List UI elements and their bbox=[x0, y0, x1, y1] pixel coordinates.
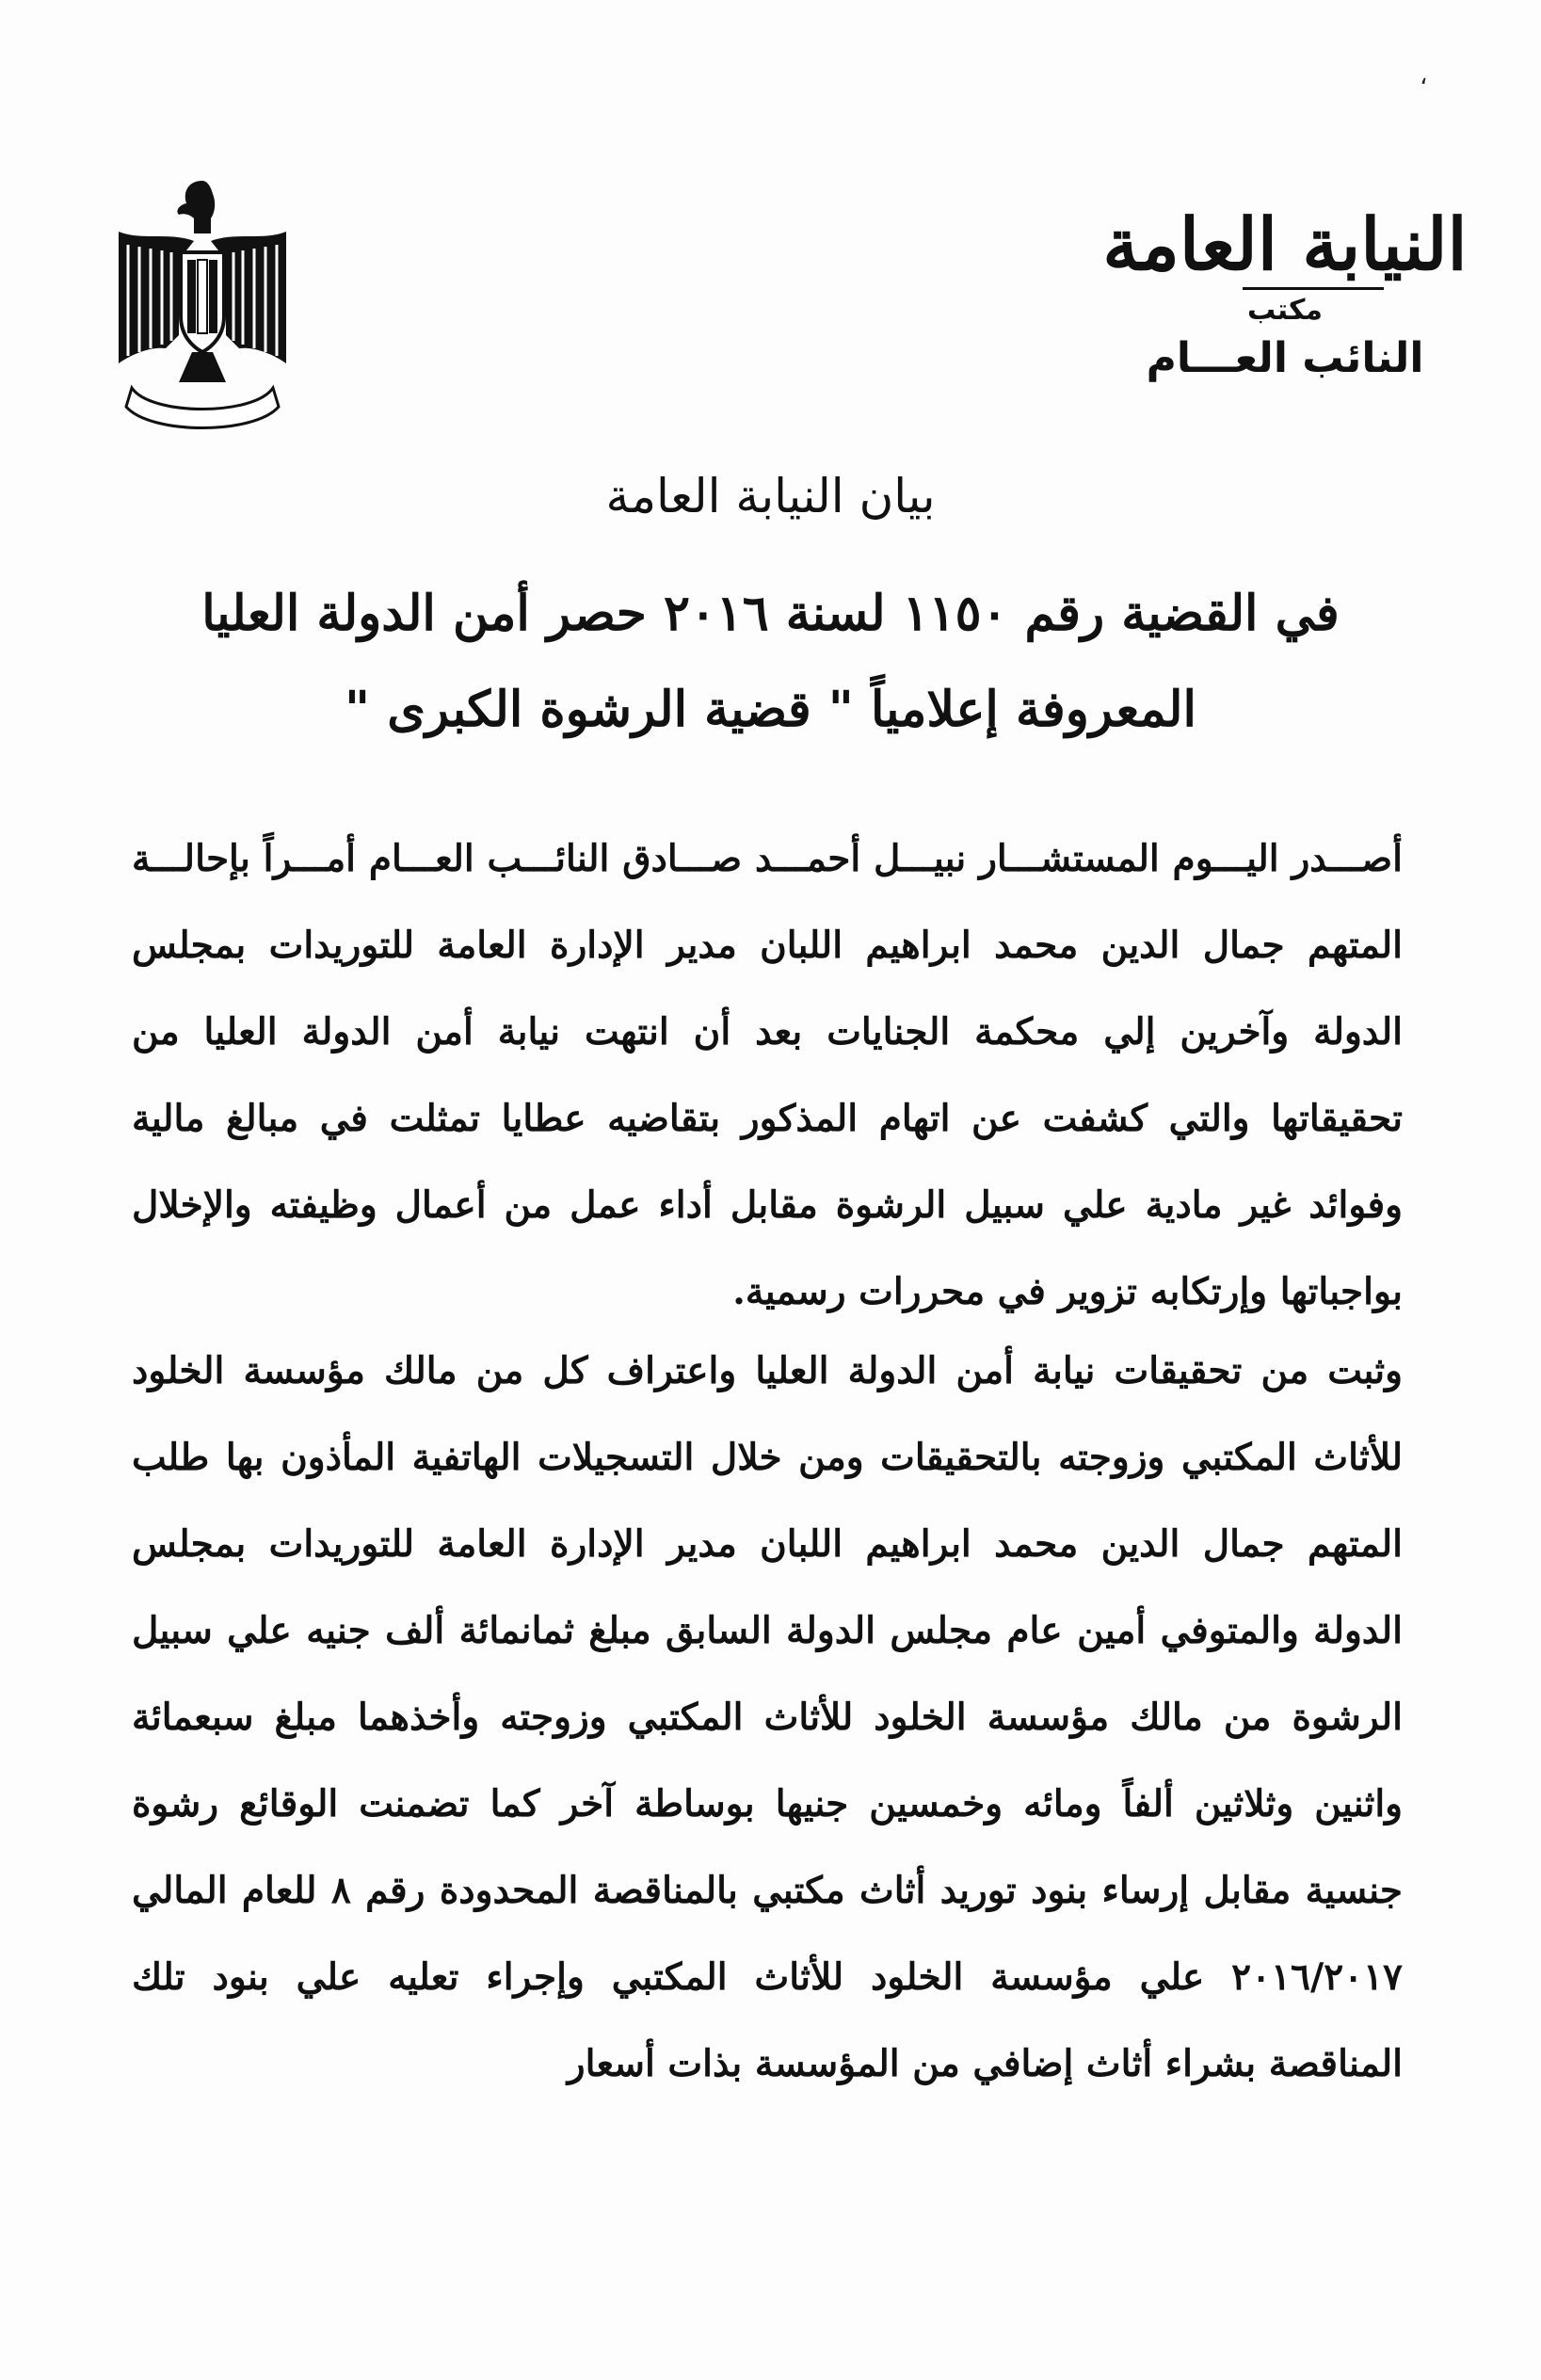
office-divider bbox=[1243, 287, 1384, 290]
office-title: النائب العـــام bbox=[1146, 334, 1424, 382]
eagle-emblem-icon bbox=[113, 175, 292, 431]
office-header bbox=[1101, 202, 1469, 428]
case-number-line: في القضية رقم ١١٥٠ لسنة ٢٠١٦ حصر أمن الدولة العليا bbox=[201, 585, 1340, 642]
statement-title: بيان النيابة العامة bbox=[605, 469, 936, 523]
office-label: مكتب bbox=[1246, 294, 1324, 327]
case-name-line: المعروفة إعلامياً " قضية الرشوة الكبرى " bbox=[345, 681, 1196, 738]
body-paragraph-1: أصـــدر اليـــوم المستشـــار نبيـــل أحمـــد صـــادق النائـــب العـــام أمـــراً بإحالـــة المتهم جمال الدين محمد ابراهيم اللبان مدير الإدارة العامة للتوريدات بمجلس الدولة وآخرين إلي محكمة الجنايات بعد أن انتهت نيابة أمن الدولة العليا من تحقيقاتها والتي كشفت عن اتهام المذكور بتقاضيه عطايا تمثلت في مبالغ مالية وفوائد غير مادية علي سبيل الرشوة مقابل أداء عمل من أعمال وظيفته والإخلال بواجباتها وإرتكابه تزوير في محررات رسمية. bbox=[132, 837, 1403, 1313]
body-paragraph-2: وثبت من تحقيقات نيابة أمن الدولة العليا واعتراف كل من مالك مؤسسة الخلود للأثاث المكتبي وزوجته بالتحقيقات ومن خلال التسجيلات الهاتفية المأذون بها طلب المتهم جمال الدين محمد ابراهيم اللبان مدير الإدارة العامة للتوريدات بمجلس الدولة والمتوفي أمين عام مجلس الدولة السابق مبلغ ثمانمائة ألف جنيه علي سبيل الرشوة من مالك مؤسسة الخلود للأثاث المكتبي وزوجته وأخذهما مبلغ سبعمائة واثنين وثلاثين ألفاً ومائه وخمسين جنيها بوساطة آخر كما تضمنت الوقائع رشوة جنسية مقابل إرساء بنود توريد أثاث مكتبي بالمناقصة المحدودة رقم ٨ للعام المالي ٢٠١٦/٢٠١٧ علي مؤسسة الخلود للأثاث المكتبي وإجراء تعليه علي بنود تلك المناقصة بشراء أثاث إضافي من المؤسسة بذات أسعار bbox=[132, 1349, 1403, 2085]
office-logo-text: النيابة العامة bbox=[1102, 202, 1468, 286]
corner-mark: ، bbox=[1420, 62, 1428, 90]
